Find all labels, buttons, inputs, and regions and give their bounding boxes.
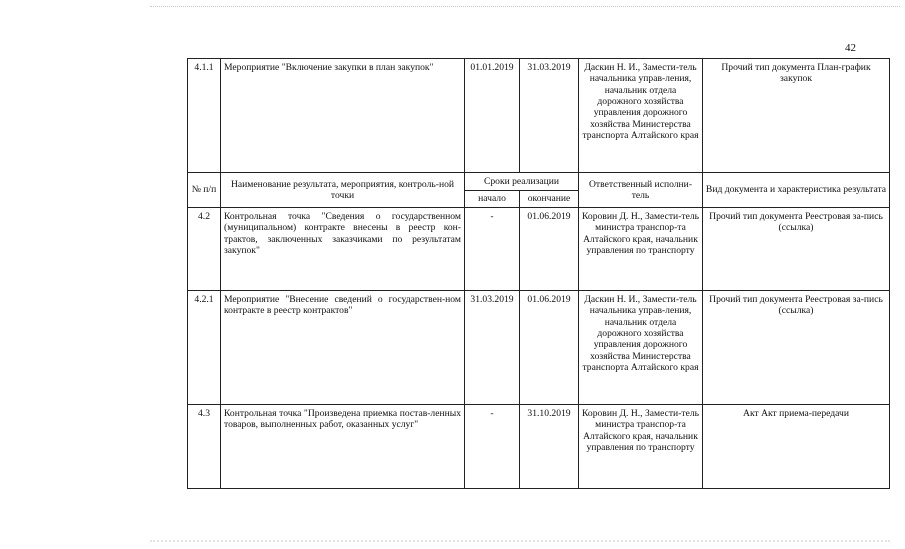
row-number: 4.3 [188,405,221,489]
row-start-date: 01.01.2019 [465,59,520,173]
row-end-date: 31.03.2019 [520,59,579,173]
row-responsible: Даскин Н. И., Замести-тель начальника управ-ления, начальник отдела дорожного хозяйства управления дорожного хозяйства Министерства транспорта Алтайского края [579,291,703,405]
row-document-type: Прочий тип документа Реестровая за-пись (ссылка) [703,291,890,405]
row-end-date: 01.06.2019 [520,291,579,405]
table-row [188,291,890,405]
scan-edge-top [150,6,900,7]
row-end-date: 01.06.2019 [520,208,579,291]
row-document-type: Прочий тип документа Реестровая за-пись (ссылка) [703,208,890,291]
row-name: Мероприятие "Включение закупки в план закупок" [221,59,465,173]
header-name: Наименование результата, мероприятия, контроль-ной точки [221,173,465,208]
row-document-type: Прочий тип документа План-график закупок [703,59,890,173]
header-period: Сроки реализации [465,173,579,191]
row-start-date: - [465,405,520,489]
header-number: № п/п [188,173,221,208]
implementation-table [187,58,890,489]
table-row [188,405,890,489]
row-start-date: 31.03.2019 [465,291,520,405]
table-header-row [188,173,890,191]
row-name: Контрольная точка "Произведена приемка постав-ленных товаров, выполненных работ, оказанных услуг" [221,405,465,489]
header-end: окончание [520,191,579,208]
row-responsible: Коровин Д. Н., Замести-тель министра транспор-та Алтайского края, начальник управления по транспорту [579,405,703,489]
row-number: 4.2.1 [188,291,221,405]
table-row [188,208,890,291]
row-number: 4.2 [188,208,221,291]
header-responsible: Ответственный исполни-тель [579,173,703,208]
header-document-type: Вид документа и характеристика результата [703,173,890,208]
table-row [188,59,890,173]
row-document-type: Акт Акт приема-передачи [703,405,890,489]
scan-edge-bottom [150,540,890,542]
row-name: Контрольная точка "Сведения о государственном (муниципальном) контракте внесены в реестр кон-трактов, заключенных заказчиками по результатам закупок" [221,208,465,291]
header-start: начало [465,191,520,208]
page-number: 42 [845,42,856,54]
row-name: Мероприятие "Внесение сведений о государствен-ном контракте в реестр контрактов" [221,291,465,405]
row-number: 4.1.1 [188,59,221,173]
row-responsible: Даскин Н. И., Замести-тель начальника управ-ления, начальник отдела дорожного хозяйства управления дорожного хозяйства Министерства транспорта Алтайского края [579,59,703,173]
row-start-date: - [465,208,520,291]
row-responsible: Коровин Д. Н., Замести-тель министра транспор-та Алтайского края, начальник управления по транспорту [579,208,703,291]
row-end-date: 31.10.2019 [520,405,579,489]
